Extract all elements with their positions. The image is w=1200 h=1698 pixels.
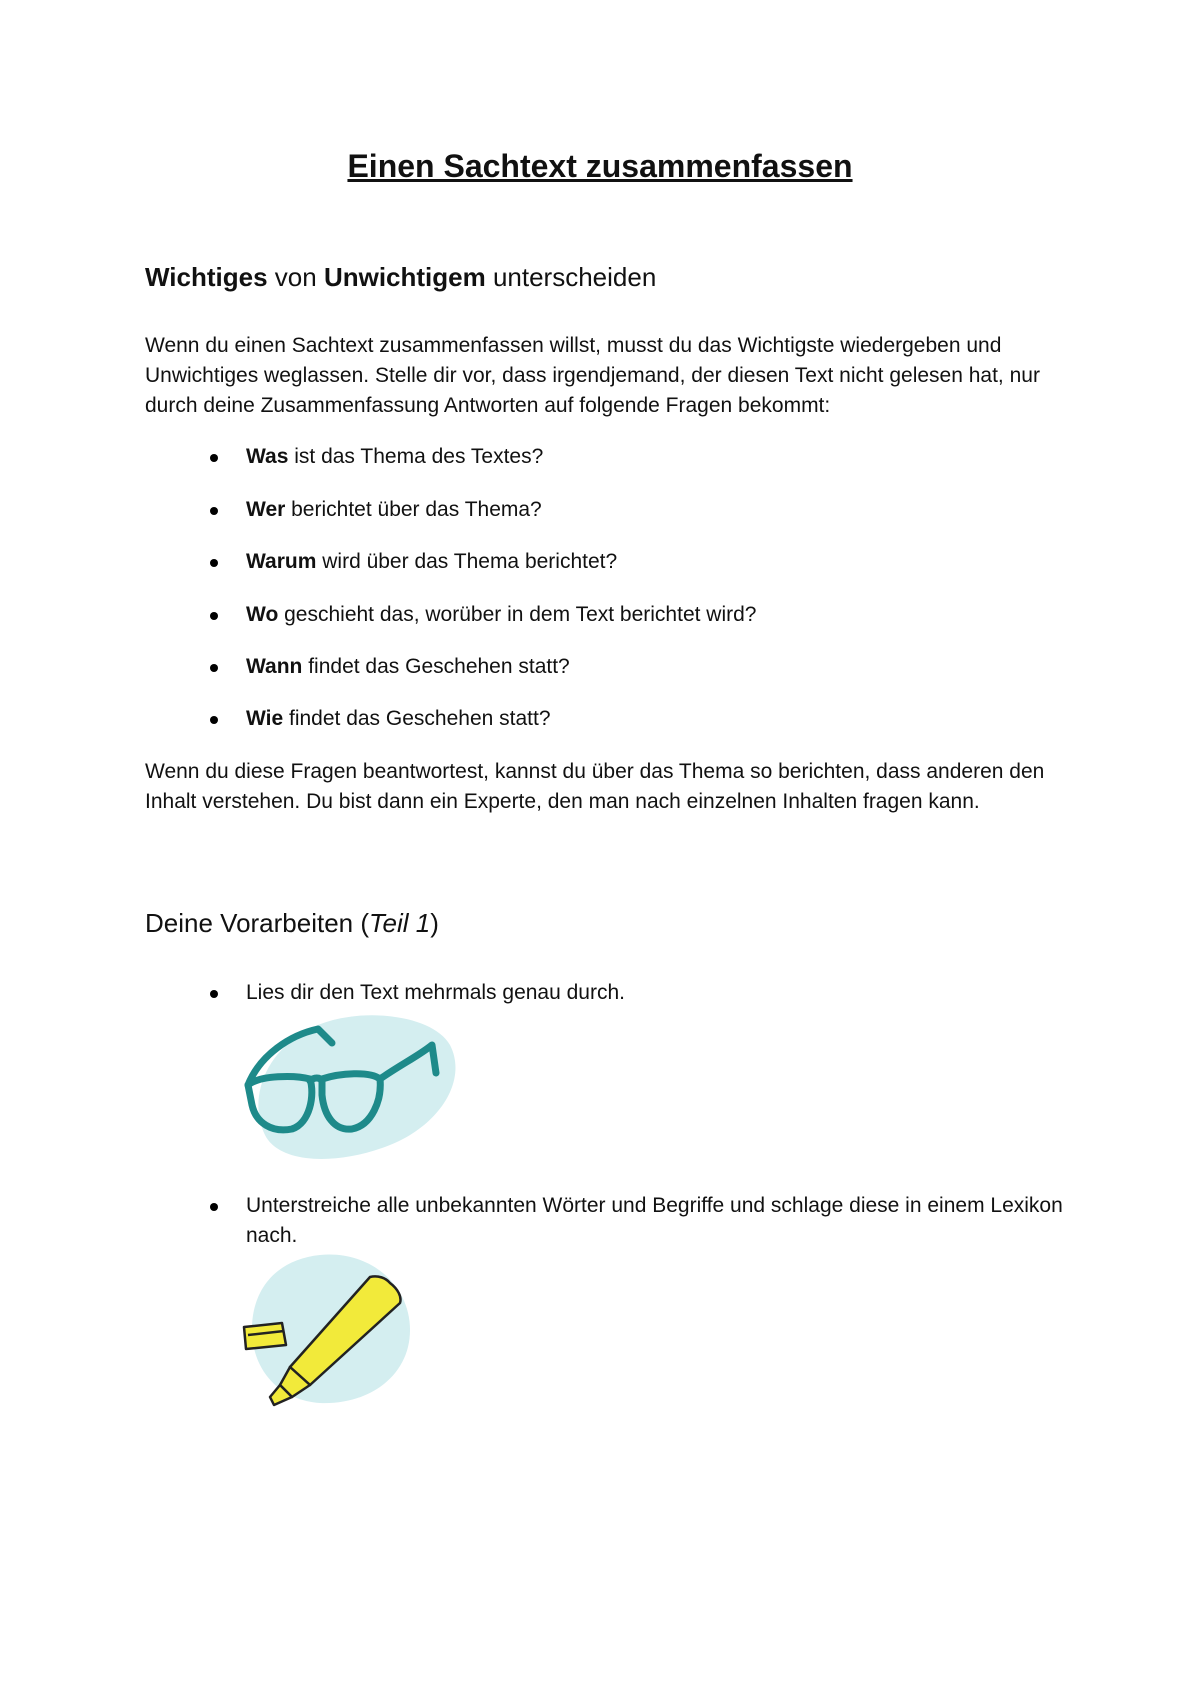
section2-heading: [145, 908, 439, 939]
section1-heading-bold1: Wichtiges: [145, 262, 268, 292]
step-text: Lies dir den Text mehrmals genau durch.: [246, 981, 625, 1004]
step-text: Unterstreiche alle unbekannten Wörter und Begriffe und schlage diese in einem Lexikon nach.: [246, 1194, 1063, 1247]
outro-paragraph: Wenn du diese Fragen beantwortest, kannst du über das Thema so berichten, dass anderen den Inhalt verstehen. Du bist dann ein Experte, den man nach einzelnen Inhalten fragen kann.: [145, 760, 1045, 813]
intro-paragraph: Wenn du einen Sachtext zusammenfassen willst, musst du das Wichtigste wiedergeben und Unwichtiges weglassen. Stelle dir vor, dass irgendjemand, der diesen Text nicht gelesen hat, nur durch deine Zusammenfassung Antworten auf folgende Fragen bekommt:: [145, 334, 1040, 417]
highlighter-icon: [240, 1245, 420, 1410]
question-text: berichtet über das Thema?: [285, 498, 542, 521]
section1-heading-rest: unterscheiden: [485, 262, 657, 292]
section1-heading: [145, 262, 656, 293]
question-keyword: Wie: [246, 707, 284, 730]
page-title: Einen Sachtext zusammenfassen: [347, 148, 853, 184]
glasses-icon: [240, 1005, 460, 1165]
question-text: wird über das Thema berichtet?: [316, 550, 618, 573]
question-keyword: Wo: [246, 603, 279, 626]
question-text: geschieht das, worüber in dem Text berichtet wird?: [278, 603, 757, 626]
bullet-icon: [210, 1203, 218, 1211]
bullet-icon: [210, 507, 218, 515]
bullet-icon: [210, 612, 218, 620]
bullet-icon: [210, 454, 218, 462]
bullet-icon: [210, 990, 218, 998]
bullet-icon: [210, 559, 218, 567]
question-keyword: Wann: [246, 655, 303, 678]
section1-heading-mid: von: [267, 262, 324, 292]
bullet-icon: [210, 716, 218, 724]
section2-heading-italic: Teil 1: [369, 908, 431, 938]
bullet-icon: [210, 664, 218, 672]
question-text: findet das Geschehen statt?: [283, 707, 551, 730]
question-keyword: Was: [246, 445, 289, 468]
section1-heading-bold2: Unwichtigem: [323, 262, 486, 292]
question-text: findet das Geschehen statt?: [302, 655, 570, 678]
section2-heading-close: ): [430, 908, 439, 938]
section2-heading-main: Deine Vorarbeiten (: [145, 908, 370, 938]
question-text: ist das Thema des Textes?: [288, 445, 544, 468]
question-keyword: Warum: [246, 550, 317, 573]
question-keyword: Wer: [246, 498, 286, 521]
